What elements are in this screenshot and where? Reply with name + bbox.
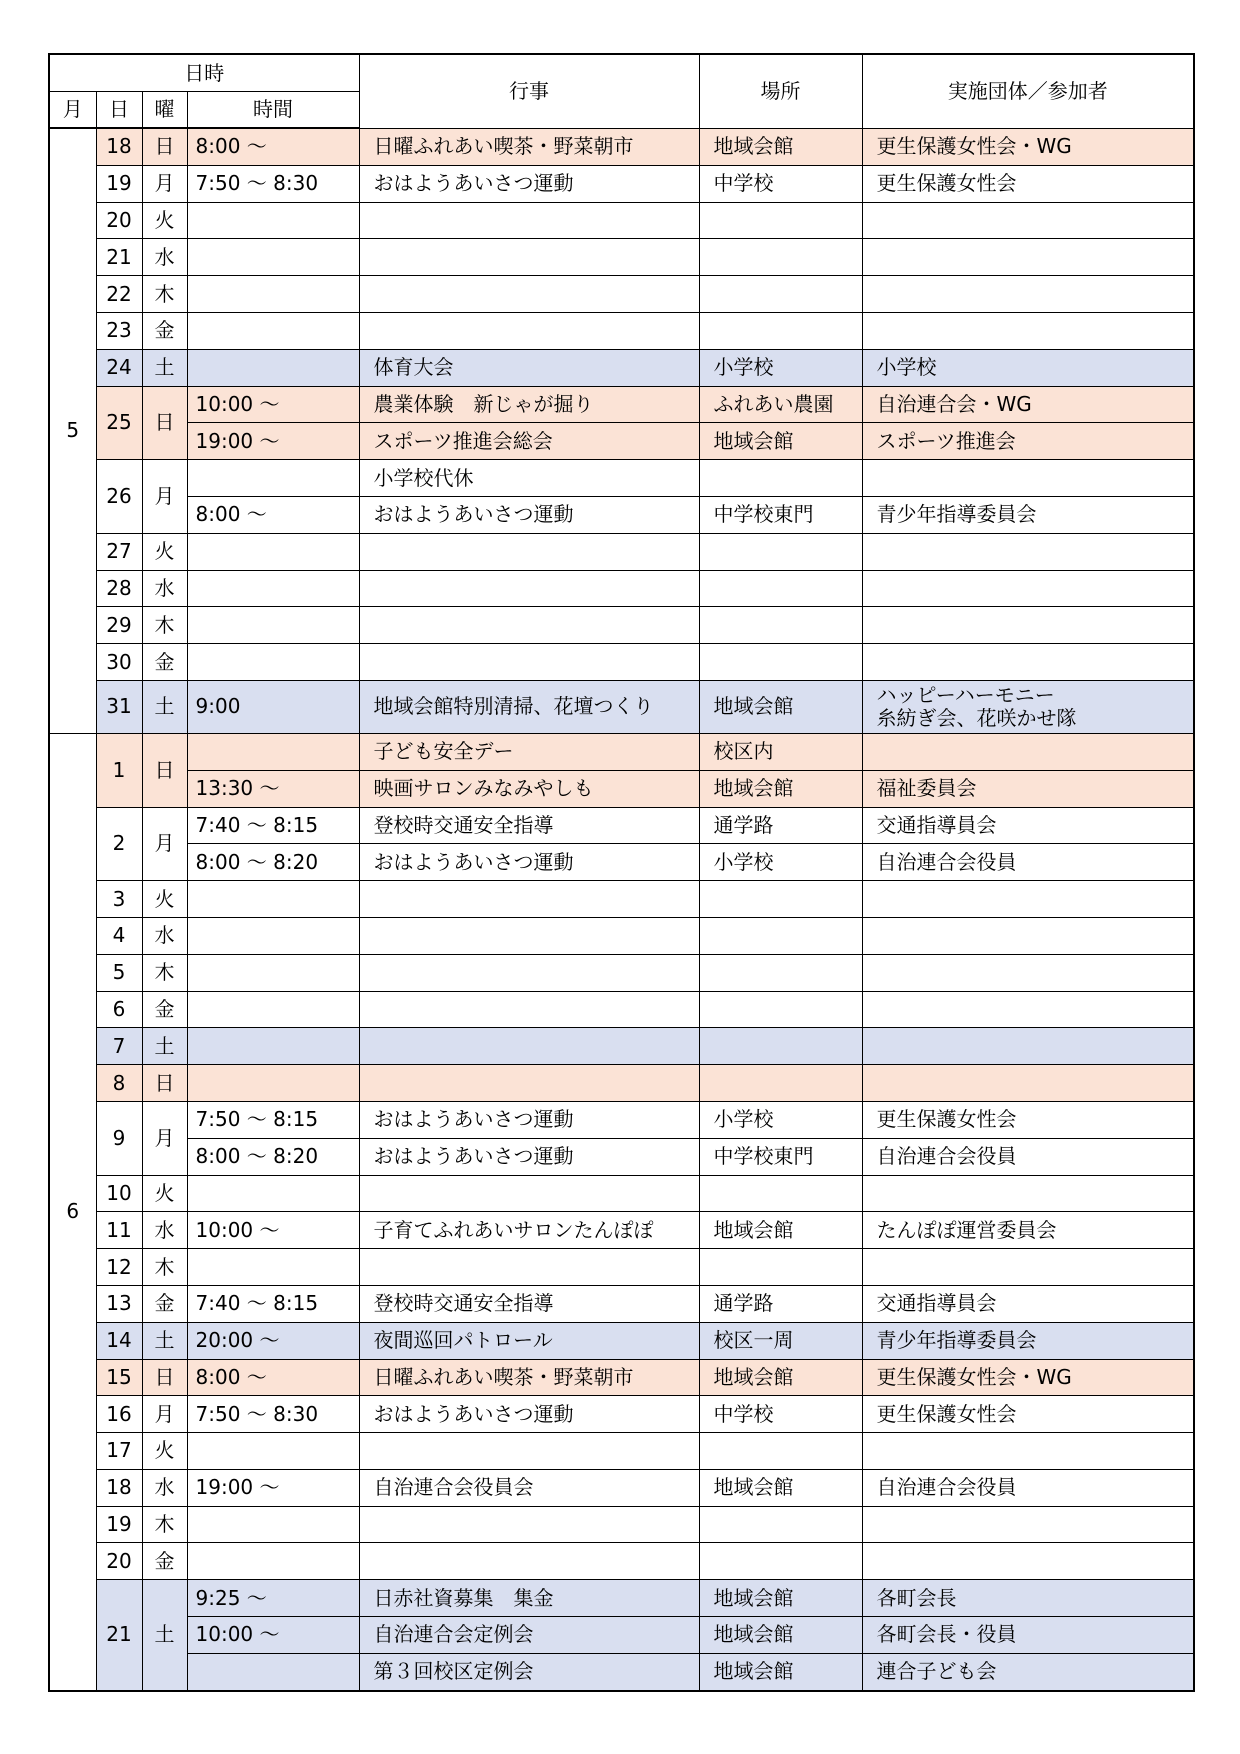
time-cell: 8:00 ～ <box>187 1359 359 1396</box>
table-row <box>49 533 1194 570</box>
place-cell <box>699 917 862 954</box>
event-cell: 日赤社資募集 集金 <box>359 1580 699 1617</box>
org-cell: 自治連合会役員 <box>862 844 1194 881</box>
weekday-cell: 土 <box>142 680 187 733</box>
org-cell <box>862 991 1194 1028</box>
time-cell: 7:50 ～ 8:15 <box>187 1101 359 1138</box>
weekday-cell: 土 <box>142 1322 187 1359</box>
event-cell <box>359 276 699 313</box>
day-cell: 12 <box>96 1249 142 1286</box>
place-cell <box>699 607 862 644</box>
table-row <box>49 954 1194 991</box>
table-row <box>49 460 1194 497</box>
org-cell <box>862 954 1194 991</box>
time-cell <box>187 991 359 1028</box>
place-cell <box>699 1065 862 1102</box>
org-cell: 自治連合会役員 <box>862 1469 1194 1506</box>
time-cell: 8:00 ～ 8:20 <box>187 844 359 881</box>
place-cell <box>699 312 862 349</box>
event-cell <box>359 917 699 954</box>
table-row <box>49 202 1194 239</box>
table-row <box>49 807 1194 844</box>
place-cell <box>699 1506 862 1543</box>
place-cell: 小学校 <box>699 349 862 386</box>
org-line: ハッピーハーモニー <box>876 682 1055 707</box>
time-cell: 19:00 ～ <box>187 423 359 460</box>
table-row <box>49 680 1194 733</box>
org-cell <box>862 460 1194 497</box>
day-cell: 20 <box>96 1543 142 1580</box>
weekday-cell: 水 <box>142 570 187 607</box>
time-cell <box>187 460 359 497</box>
day-cell: 27 <box>96 533 142 570</box>
place-cell: 地域会館 <box>699 1212 862 1249</box>
event-cell: 自治連合会役員会 <box>359 1469 699 1506</box>
time-cell: 10:00 ～ <box>187 1212 359 1249</box>
table-row <box>49 1580 1194 1617</box>
weekday-cell: 金 <box>142 644 187 681</box>
time-cell <box>187 881 359 918</box>
place-cell <box>699 1249 862 1286</box>
time-cell <box>187 312 359 349</box>
time-cell <box>187 239 359 276</box>
table-header <box>49 54 1194 128</box>
weekday-cell: 火 <box>142 881 187 918</box>
event-cell <box>359 533 699 570</box>
org-cell: 更生保護女性会・WG <box>862 1359 1194 1396</box>
table-row <box>49 1543 1194 1580</box>
org-cell: 更生保護女性会 <box>862 1396 1194 1433</box>
table-row <box>49 733 1194 770</box>
event-cell: おはようあいさつ運動 <box>359 844 699 881</box>
table-row <box>49 770 1194 807</box>
org-line: 糸紡ぎ会、花咲かせ隊 <box>876 705 1077 730</box>
weekday-cell: 火 <box>142 1175 187 1212</box>
place-cell: 地域会館 <box>699 1469 862 1506</box>
event-cell: おはようあいさつ運動 <box>359 1138 699 1175</box>
org-cell: 自治連合会役員 <box>862 1138 1194 1175</box>
time-cell: 8:00 ～ <box>187 128 359 165</box>
table-row <box>49 1359 1194 1396</box>
org-cell: 更生保護女性会 <box>862 165 1194 202</box>
org-cell <box>862 1065 1194 1102</box>
org-cell: 更生保護女性会・WG <box>862 128 1194 165</box>
day-cell: 15 <box>96 1359 142 1396</box>
org-cell <box>862 202 1194 239</box>
day-cell: 10 <box>96 1175 142 1212</box>
weekday-cell: 木 <box>142 1506 187 1543</box>
place-cell: 地域会館 <box>699 128 862 165</box>
event-cell <box>359 607 699 644</box>
place-cell: 地域会館 <box>699 423 862 460</box>
time-cell <box>187 1506 359 1543</box>
event-cell: 自治連合会定例会 <box>359 1617 699 1654</box>
org-cell <box>862 1433 1194 1470</box>
org-cell <box>862 1175 1194 1212</box>
event-cell: おはようあいさつ運動 <box>359 1101 699 1138</box>
table-row <box>49 128 1194 165</box>
table-row <box>49 386 1194 423</box>
org-cell <box>862 644 1194 681</box>
place-cell: 地域会館 <box>699 770 862 807</box>
event-cell: 登校時交通安全指導 <box>359 807 699 844</box>
event-cell: おはようあいさつ運動 <box>359 165 699 202</box>
time-cell: 7:40 ～ 8:15 <box>187 1285 359 1322</box>
table-row <box>49 496 1194 533</box>
table-row <box>49 844 1194 881</box>
table-row <box>49 1249 1194 1286</box>
time-cell <box>187 917 359 954</box>
org-cell: 各町会長 <box>862 1580 1194 1617</box>
time-cell: 8:00 ～ <box>187 496 359 533</box>
day-cell: 3 <box>96 881 142 918</box>
place-cell: 地域会館 <box>699 1653 862 1690</box>
table-row <box>49 1433 1194 1470</box>
month-cell: 5 <box>49 128 96 733</box>
weekday-cell: 金 <box>142 991 187 1028</box>
place-cell <box>699 881 862 918</box>
place-cell <box>699 1028 862 1065</box>
day-cell: 24 <box>96 349 142 386</box>
org-cell: 更生保護女性会 <box>862 1101 1194 1138</box>
table-row <box>49 276 1194 313</box>
day-cell: 28 <box>96 570 142 607</box>
table-row <box>49 349 1194 386</box>
day-cell: 25 <box>96 386 142 460</box>
place-cell <box>699 202 862 239</box>
table-row <box>49 1212 1194 1249</box>
weekday-cell: 木 <box>142 954 187 991</box>
event-cell: 映画サロンみなみやしも <box>359 770 699 807</box>
header-day: 日 <box>96 92 142 129</box>
event-cell <box>359 991 699 1028</box>
org-cell <box>862 1506 1194 1543</box>
day-cell: 11 <box>96 1212 142 1249</box>
table-row <box>49 607 1194 644</box>
event-cell: 夜間巡回パトロール <box>359 1322 699 1359</box>
org-cell <box>862 607 1194 644</box>
event-cell: 子ども安全デー <box>359 733 699 770</box>
month-cell: 6 <box>49 733 96 1690</box>
day-cell: 6 <box>96 991 142 1028</box>
org-cell: スポーツ推進会 <box>862 423 1194 460</box>
day-cell: 20 <box>96 202 142 239</box>
event-cell: おはようあいさつ運動 <box>359 496 699 533</box>
org-cell: 青少年指導委員会 <box>862 496 1194 533</box>
time-cell <box>187 349 359 386</box>
header-time: 時間 <box>187 92 359 129</box>
table-row <box>49 570 1194 607</box>
org-cell <box>862 733 1194 770</box>
weekday-cell: 金 <box>142 312 187 349</box>
event-cell: 地域会館特別清掃、花壇つくり <box>359 680 699 733</box>
event-cell: 第３回校区定例会 <box>359 1653 699 1690</box>
schedule-table <box>48 53 1195 1692</box>
org-cell <box>862 276 1194 313</box>
place-cell: 小学校 <box>699 844 862 881</box>
time-cell <box>187 607 359 644</box>
header-weekday: 曜 <box>142 92 187 129</box>
weekday-cell: 水 <box>142 1469 187 1506</box>
event-cell <box>359 1433 699 1470</box>
day-cell: 14 <box>96 1322 142 1359</box>
event-cell: 子育てふれあいサロンたんぽぽ <box>359 1212 699 1249</box>
table-row <box>49 1396 1194 1433</box>
day-cell: 4 <box>96 917 142 954</box>
event-cell: 日曜ふれあい喫茶・野菜朝市 <box>359 1359 699 1396</box>
weekday-cell: 日 <box>142 128 187 165</box>
weekday-cell: 土 <box>142 349 187 386</box>
event-cell <box>359 954 699 991</box>
day-cell: 17 <box>96 1433 142 1470</box>
table-row <box>49 917 1194 954</box>
event-cell <box>359 1506 699 1543</box>
place-cell <box>699 460 862 497</box>
weekday-cell: 木 <box>142 607 187 644</box>
weekday-cell: 木 <box>142 1249 187 1286</box>
table-row <box>49 423 1194 460</box>
time-cell <box>187 1249 359 1286</box>
org-cell <box>862 1543 1194 1580</box>
event-cell: おはようあいさつ運動 <box>359 1396 699 1433</box>
table-row <box>49 1469 1194 1506</box>
weekday-cell: 日 <box>142 1359 187 1396</box>
time-cell <box>187 1028 359 1065</box>
time-cell: 7:50 ～ 8:30 <box>187 1396 359 1433</box>
place-cell: 中学校 <box>699 1396 862 1433</box>
weekday-cell: 火 <box>142 1433 187 1470</box>
org-cell: 各町会長・役員 <box>862 1617 1194 1654</box>
table-row <box>49 1138 1194 1175</box>
header-event: 行事 <box>359 54 699 128</box>
event-cell <box>359 239 699 276</box>
weekday-cell: 月 <box>142 807 187 881</box>
table-row <box>49 1175 1194 1212</box>
org-cell: たんぽぽ運営委員会 <box>862 1212 1194 1249</box>
time-cell: 9:25 ～ <box>187 1580 359 1617</box>
time-cell: 20:00 ～ <box>187 1322 359 1359</box>
weekday-cell: 月 <box>142 165 187 202</box>
time-cell: 8:00 ～ 8:20 <box>187 1138 359 1175</box>
event-cell: 日曜ふれあい喫茶・野菜朝市 <box>359 128 699 165</box>
time-cell <box>187 1065 359 1102</box>
header-datetime: 日時 <box>49 54 359 92</box>
event-cell: 農業体験 新じゃが掘り <box>359 386 699 423</box>
place-cell <box>699 533 862 570</box>
event-cell <box>359 312 699 349</box>
place-cell: 中学校東門 <box>699 496 862 533</box>
event-cell <box>359 1249 699 1286</box>
header-place: 場所 <box>699 54 862 128</box>
place-cell: 中学校東門 <box>699 1138 862 1175</box>
day-cell: 18 <box>96 128 142 165</box>
time-cell: 13:30 ～ <box>187 770 359 807</box>
time-cell <box>187 954 359 991</box>
place-cell <box>699 239 862 276</box>
place-cell: 小学校 <box>699 1101 862 1138</box>
table-row <box>49 881 1194 918</box>
place-cell: 校区一周 <box>699 1322 862 1359</box>
time-cell <box>187 1433 359 1470</box>
org-cell <box>862 570 1194 607</box>
time-cell <box>187 733 359 770</box>
org-cell <box>862 1028 1194 1065</box>
event-cell: スポーツ推進会総会 <box>359 423 699 460</box>
place-cell: 中学校 <box>699 165 862 202</box>
weekday-cell: 金 <box>142 1543 187 1580</box>
time-cell <box>187 533 359 570</box>
event-cell: 体育大会 <box>359 349 699 386</box>
event-cell <box>359 570 699 607</box>
org-cell <box>862 680 1194 733</box>
place-cell: 地域会館 <box>699 1617 862 1654</box>
place-cell: 校区内 <box>699 733 862 770</box>
day-cell: 21 <box>96 239 142 276</box>
day-cell: 8 <box>96 1065 142 1102</box>
weekday-cell: 月 <box>142 1396 187 1433</box>
table-row <box>49 1322 1194 1359</box>
weekday-cell: 火 <box>142 533 187 570</box>
org-cell <box>862 533 1194 570</box>
time-cell <box>187 1653 359 1690</box>
time-cell <box>187 276 359 313</box>
event-cell <box>359 1065 699 1102</box>
place-cell: 地域会館 <box>699 1359 862 1396</box>
table-row <box>49 1617 1194 1654</box>
weekday-cell: 木 <box>142 276 187 313</box>
time-cell: 19:00 ～ <box>187 1469 359 1506</box>
table-row <box>49 1506 1194 1543</box>
day-cell: 19 <box>96 165 142 202</box>
table-row <box>49 991 1194 1028</box>
event-cell <box>359 1028 699 1065</box>
org-cell: 交通指導員会 <box>862 807 1194 844</box>
event-cell <box>359 1543 699 1580</box>
time-cell <box>187 570 359 607</box>
table-row <box>49 1065 1194 1102</box>
day-cell: 23 <box>96 312 142 349</box>
time-cell <box>187 202 359 239</box>
org-cell <box>862 239 1194 276</box>
org-cell: 交通指導員会 <box>862 1285 1194 1322</box>
place-cell: ふれあい農園 <box>699 386 862 423</box>
table-row <box>49 1653 1194 1690</box>
time-cell <box>187 644 359 681</box>
weekday-cell: 月 <box>142 1101 187 1175</box>
table-row <box>49 165 1194 202</box>
event-cell <box>359 1175 699 1212</box>
place-cell: 地域会館 <box>699 680 862 733</box>
day-cell: 19 <box>96 1506 142 1543</box>
time-cell: 10:00 ～ <box>187 1617 359 1654</box>
place-cell: 通学路 <box>699 807 862 844</box>
place-cell <box>699 1433 862 1470</box>
weekday-cell: 水 <box>142 239 187 276</box>
org-cell: 連合子ども会 <box>862 1653 1194 1690</box>
org-cell <box>862 1249 1194 1286</box>
day-cell: 7 <box>96 1028 142 1065</box>
day-cell: 21 <box>96 1580 142 1691</box>
org-cell <box>862 917 1194 954</box>
event-cell <box>359 202 699 239</box>
day-cell: 2 <box>96 807 142 881</box>
day-cell: 5 <box>96 954 142 991</box>
table-row <box>49 1285 1194 1322</box>
day-cell: 1 <box>96 733 142 807</box>
org-cell <box>862 312 1194 349</box>
day-cell: 26 <box>96 460 142 534</box>
event-cell <box>359 644 699 681</box>
day-cell: 29 <box>96 607 142 644</box>
weekday-cell: 日 <box>142 386 187 460</box>
org-cell: 福祉委員会 <box>862 770 1194 807</box>
table-row <box>49 1028 1194 1065</box>
place-cell: 地域会館 <box>699 1580 862 1617</box>
place-cell <box>699 644 862 681</box>
day-cell: 18 <box>96 1469 142 1506</box>
event-cell: 登校時交通安全指導 <box>359 1285 699 1322</box>
place-cell: 通学路 <box>699 1285 862 1322</box>
day-cell: 9 <box>96 1101 142 1175</box>
weekday-cell: 月 <box>142 460 187 534</box>
weekday-cell: 日 <box>142 733 187 807</box>
schedule-body <box>49 128 1194 1691</box>
event-cell <box>359 881 699 918</box>
weekday-cell: 水 <box>142 917 187 954</box>
table-row <box>49 1101 1194 1138</box>
place-cell <box>699 276 862 313</box>
day-cell: 22 <box>96 276 142 313</box>
place-cell <box>699 1543 862 1580</box>
place-cell <box>699 1175 862 1212</box>
event-cell: 小学校代休 <box>359 460 699 497</box>
table-row <box>49 644 1194 681</box>
org-cell: 青少年指導委員会 <box>862 1322 1194 1359</box>
time-cell: 9:00 <box>187 680 359 733</box>
place-cell <box>699 954 862 991</box>
place-cell <box>699 991 862 1028</box>
day-cell: 16 <box>96 1396 142 1433</box>
weekday-cell: 水 <box>142 1212 187 1249</box>
time-cell <box>187 1543 359 1580</box>
weekday-cell: 土 <box>142 1580 187 1691</box>
table-row <box>49 312 1194 349</box>
day-cell: 13 <box>96 1285 142 1322</box>
weekday-cell: 火 <box>142 202 187 239</box>
org-cell: 自治連合会・WG <box>862 386 1194 423</box>
time-cell <box>187 1175 359 1212</box>
time-cell: 7:40 ～ 8:15 <box>187 807 359 844</box>
day-cell: 30 <box>96 644 142 681</box>
weekday-cell: 土 <box>142 1028 187 1065</box>
weekday-cell: 金 <box>142 1285 187 1322</box>
time-cell: 7:50 ～ 8:30 <box>187 165 359 202</box>
day-cell: 31 <box>96 680 142 733</box>
header-month: 月 <box>49 92 96 129</box>
table-row <box>49 239 1194 276</box>
time-cell: 10:00 ～ <box>187 386 359 423</box>
weekday-cell: 日 <box>142 1065 187 1102</box>
place-cell <box>699 570 862 607</box>
org-cell <box>862 881 1194 918</box>
org-cell: 小学校 <box>862 349 1194 386</box>
header-org: 実施団体／参加者 <box>862 54 1194 128</box>
